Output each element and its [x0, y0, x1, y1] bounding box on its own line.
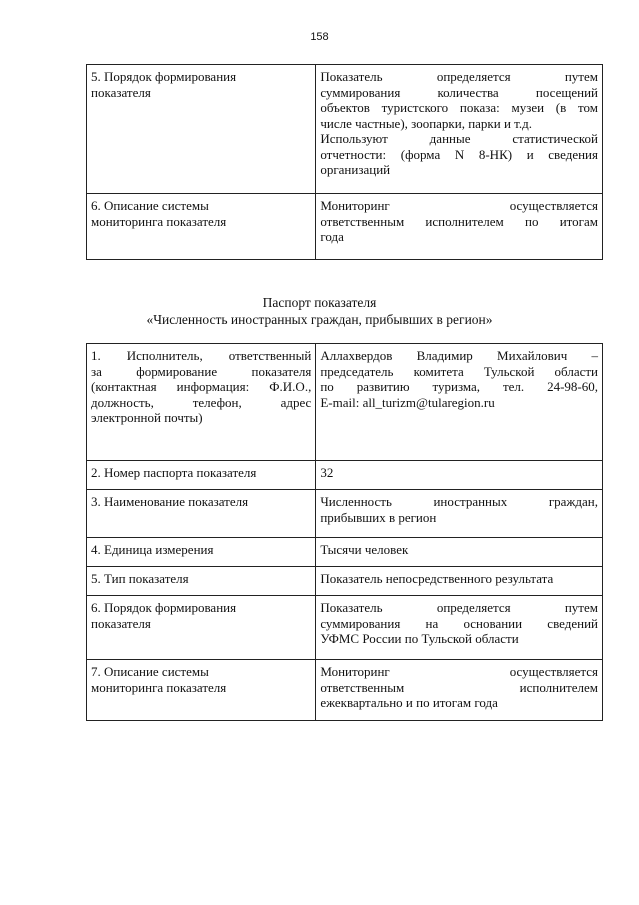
- cell-line: ежеквартально и по итогам года: [320, 695, 498, 710]
- passport-heading: [0, 294, 639, 328]
- table-cell-label: [87, 65, 316, 194]
- cell-line: Мониторинг осуществляется: [320, 198, 598, 213]
- table-row: [87, 461, 603, 490]
- table-cell-value: [316, 461, 603, 490]
- table-cell-value: [316, 567, 603, 596]
- cell-line: организаций: [320, 162, 391, 177]
- table-cell-value: [316, 596, 603, 660]
- table-row: [87, 344, 603, 461]
- cell-line: 4. Единица измерения: [91, 542, 214, 557]
- cell-line: 1. Исполнитель, ответственный: [91, 348, 312, 363]
- cell-line: Мониторинг осуществляется: [320, 664, 598, 679]
- table-cell-label: [87, 461, 316, 490]
- cell-line: мониторинга показателя: [91, 679, 227, 695]
- table-cell-label: [87, 538, 316, 567]
- cell-line: ответственным исполнителем по итогам: [320, 213, 598, 229]
- cell-line: должность, телефон, адрес: [91, 394, 312, 410]
- cell-line: суммирования на основании сведений: [320, 615, 598, 631]
- cell-line: ответственным исполнителем: [320, 679, 598, 695]
- table-row: [87, 490, 603, 538]
- cell-line: электронной почты): [91, 410, 203, 425]
- cell-line: Тысячи человек: [320, 542, 409, 557]
- cell-line: показателя: [91, 84, 151, 100]
- cell-line: мониторинга показателя: [91, 213, 227, 229]
- table-cell-label: [87, 490, 316, 538]
- cell-line: показателя: [91, 615, 151, 631]
- table-cell-label: [87, 194, 316, 260]
- passport-subtitle: «Численность иностранных граждан, прибывших в регион»: [146, 312, 493, 327]
- cell-line: (контактная информация: Ф.И.О.,: [91, 379, 312, 394]
- cell-line: 5. Тип показателя: [91, 571, 189, 586]
- table-row: [87, 567, 603, 596]
- cell-line: суммирования количества посещений: [320, 84, 598, 100]
- passport-title: Паспорт показателя: [262, 295, 377, 310]
- indicator-table-continued: [86, 64, 603, 260]
- cell-line: 2. Номер паспорта показателя: [91, 465, 257, 480]
- table-cell-value: [316, 538, 603, 567]
- cell-line: отчетности: (форма N 8-НК) и сведения: [320, 146, 598, 162]
- cell-line: за формирование показателя: [91, 363, 312, 379]
- cell-line: числе частные), зоопарки, парки и т.д.: [320, 115, 532, 131]
- table-cell-value: [316, 660, 603, 721]
- cell-line: 5. Порядок формирования: [91, 69, 237, 84]
- cell-line: 6. Описание системы: [91, 198, 209, 213]
- cell-line: Используют данные статистической: [320, 131, 598, 146]
- cell-line: Показатель определяется путем: [320, 69, 598, 84]
- cell-line: E-mail: all_turizm@tularegion.ru: [320, 394, 495, 410]
- table-cell-label: [87, 596, 316, 660]
- table-row: [87, 596, 603, 660]
- cell-line: Показатель определяется путем: [320, 600, 598, 615]
- cell-line: председатель комитета Тульской области: [320, 363, 598, 379]
- table-row: [87, 65, 603, 194]
- page-number: 158: [310, 31, 329, 43]
- cell-line: объектов туристского показа: музеи (в том: [320, 100, 598, 115]
- table-row: [87, 660, 603, 721]
- cell-line: года: [320, 229, 344, 244]
- table-cell-value: [316, 490, 603, 538]
- cell-line: 6. Порядок формирования: [91, 600, 237, 615]
- cell-line: УФМС России по Тульской области: [320, 631, 519, 646]
- cell-line: прибывших в регион: [320, 509, 437, 525]
- table-cell-label: [87, 344, 316, 461]
- cell-line: по развитию туризма, тел. 24-98-60,: [320, 379, 598, 394]
- table-cell-label: [87, 567, 316, 596]
- table-cell-value: [316, 344, 603, 461]
- cell-line: 32: [320, 465, 334, 480]
- table-cell-value: [316, 65, 603, 194]
- cell-line: Аллахвердов Владимир Михайлович –: [320, 348, 598, 363]
- table-cell-value: [316, 194, 603, 260]
- cell-line: 3. Наименование показателя: [91, 494, 249, 509]
- indicator-passport-table: [86, 343, 603, 721]
- cell-line: 7. Описание системы: [91, 664, 209, 679]
- cell-line: Численность иностранных граждан,: [320, 494, 598, 509]
- table-row: [87, 194, 603, 260]
- table-cell-label: [87, 660, 316, 721]
- cell-line: Показатель непосредственного результата: [320, 571, 554, 586]
- table-row: [87, 538, 603, 567]
